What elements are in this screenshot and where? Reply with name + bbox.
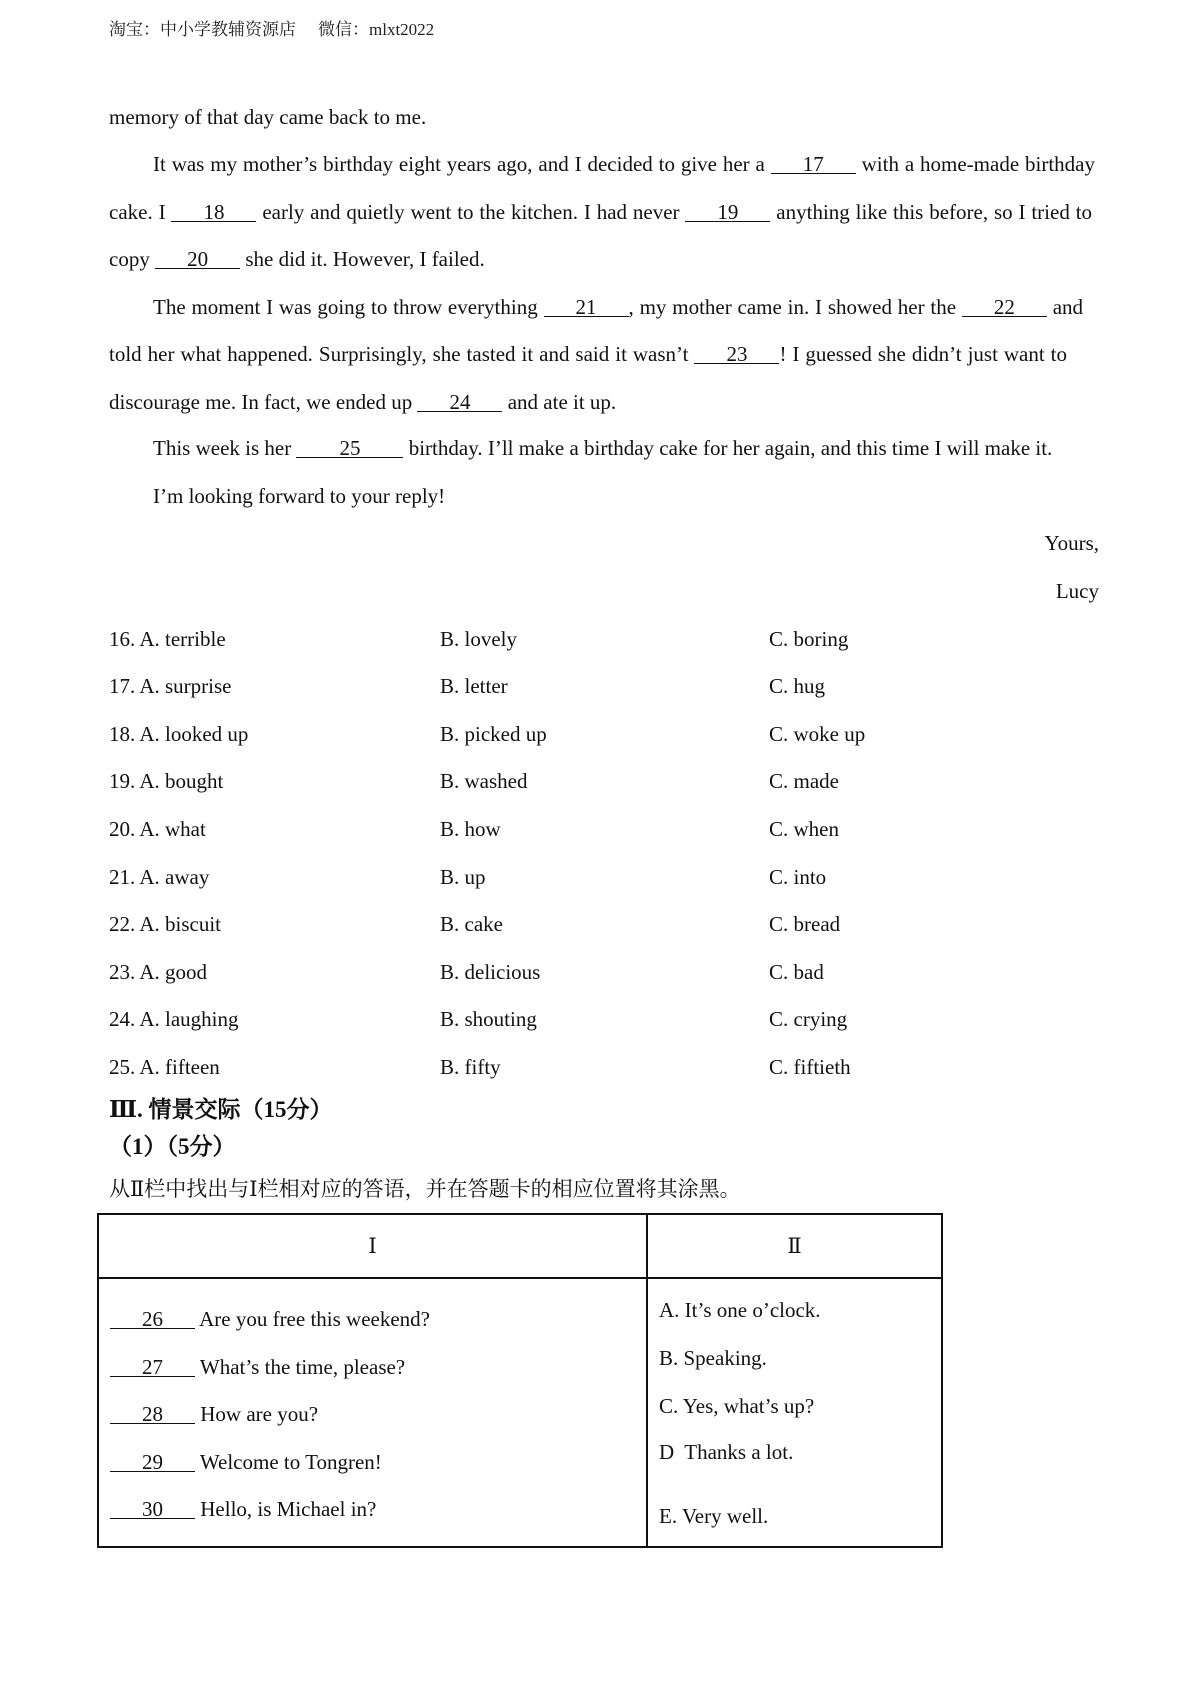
- passage-line: [109, 104, 426, 130]
- question-number: 21.: [109, 865, 136, 889]
- choice-option-c: C. bad: [769, 960, 824, 984]
- choice-row: [109, 959, 1069, 985]
- question-text: Hello, is Michael in?: [200, 1497, 377, 1521]
- option-a-text: A. looked up: [139, 722, 249, 746]
- choice-option-a: [109, 721, 248, 747]
- choice-option-c: C. boring: [769, 627, 849, 651]
- question-number: 25.: [109, 1055, 136, 1079]
- question-number: 20.: [109, 817, 136, 841]
- table-column-divider: [646, 1215, 648, 1546]
- option-a-text: A. biscuit: [139, 912, 222, 936]
- choice-option-b: B. washed: [440, 769, 528, 793]
- blank-25: 25: [296, 439, 403, 458]
- question-text: How are you?: [200, 1402, 319, 1426]
- choice-option-b: B. how: [440, 817, 501, 841]
- choice-row: [109, 816, 1069, 842]
- table-answer-option: E. Very well.: [659, 1504, 769, 1528]
- table-question-row: [110, 1449, 382, 1475]
- page-header: [109, 20, 434, 40]
- choice-option-c: C. fiftieth: [769, 1055, 851, 1079]
- passage-line: [153, 435, 1052, 461]
- choice-row: [109, 1054, 1069, 1080]
- question-number: 18.: [109, 722, 136, 746]
- question-number: 23.: [109, 960, 136, 984]
- passage-text: birthday. I’ll make a birthday cake for her again, and this time I will make it.: [408, 436, 1053, 460]
- choice-option-b: B. picked up: [440, 722, 547, 746]
- table-header-column-2: Ⅱ: [787, 1234, 802, 1258]
- choice-option-a: [109, 959, 207, 985]
- passage-line: [153, 151, 1095, 177]
- option-a-text: A. surprise: [139, 674, 232, 698]
- blank-23: 23: [694, 345, 779, 364]
- header-shop: 淘宝：中小学教辅资源店: [109, 20, 296, 39]
- blank-29: 29: [110, 1453, 195, 1472]
- blank-19: 19: [685, 203, 770, 222]
- question-number: 17.: [109, 674, 136, 698]
- table-question-row: [110, 1496, 376, 1522]
- choice-option-c: C. bread: [769, 912, 841, 936]
- choice-option-c: C. crying: [769, 1007, 848, 1031]
- option-a-text: A. fifteen: [139, 1055, 220, 1079]
- table-header-divider: [99, 1277, 941, 1279]
- option-a-text: A. good: [139, 960, 208, 984]
- section-part-title: （1）（5分）: [109, 1134, 236, 1159]
- blank-18: 18: [171, 203, 256, 222]
- table-answer-option: A. It’s one o’clock.: [659, 1298, 821, 1322]
- choice-row: [109, 626, 1069, 652]
- letter-signature: Lucy: [1055, 579, 1099, 603]
- choice-option-a: [109, 673, 232, 699]
- passage-line: [109, 246, 485, 272]
- blank-28: 28: [110, 1405, 195, 1424]
- passage-text: told her what happened. Surprisingly, she tasted it and said it wasn’t: [109, 342, 689, 366]
- passage-text: early and quietly went to the kitchen. I had never: [262, 200, 680, 224]
- question-text: What’s the time, please?: [199, 1355, 406, 1379]
- blank-20: 20: [155, 250, 240, 269]
- choice-option-b: B. cake: [440, 912, 503, 936]
- choice-option-b: B. lovely: [440, 627, 517, 651]
- choice-option-b: B. letter: [440, 674, 508, 698]
- passage-text: copy: [109, 247, 150, 271]
- passage-line: [153, 294, 1083, 320]
- letter-closing: Yours,: [1044, 531, 1099, 555]
- choice-option-a: [109, 768, 223, 794]
- passage-text: This week is her: [153, 436, 292, 460]
- option-a-text: A. away: [139, 865, 210, 889]
- passage-text: It was my mother’s birthday eight years ago, and I decided to give her a: [153, 152, 765, 176]
- question-text: Are you free this weekend?: [199, 1307, 430, 1331]
- passage-text: and ate it up.: [507, 390, 617, 414]
- choice-option-a: [109, 1006, 239, 1032]
- choice-row: [109, 768, 1069, 794]
- choice-option-a: [109, 816, 206, 842]
- choice-option-a: [109, 864, 209, 890]
- passage-text: with a home-made birthday: [861, 152, 1096, 176]
- table-question-row: [110, 1401, 318, 1427]
- passage-line: [109, 389, 616, 415]
- option-a-text: A. terrible: [139, 627, 226, 651]
- passage-line: [109, 199, 1092, 225]
- passage-text: ! I guessed she didn’t just want to: [779, 342, 1068, 366]
- option-a-text: A. bought: [139, 769, 224, 793]
- header-wechat: 微信：mlxt2022: [318, 20, 435, 39]
- table-question-row: [110, 1354, 405, 1380]
- table-question-row: [110, 1306, 430, 1332]
- passage-line: [109, 341, 1067, 367]
- table-answer-option: D Thanks a lot.: [659, 1440, 794, 1464]
- choice-option-c: C. into: [769, 865, 827, 889]
- choice-option-a: [109, 626, 226, 652]
- table-answer-option: C. Yes, what’s up?: [659, 1394, 815, 1418]
- choice-option-c: C. when: [769, 817, 839, 841]
- table-header-column-1: Ⅰ: [368, 1234, 377, 1258]
- choice-option-b: B. up: [440, 865, 486, 889]
- section-instruction: 从Ⅱ栏中找出与Ⅰ栏相对应的答语，并在答题卡的相应位置将其涂黑。: [109, 1177, 741, 1201]
- question-number: 24.: [109, 1007, 136, 1031]
- passage-text: and: [1052, 295, 1084, 319]
- passage-text: I’m looking forward to your reply!: [153, 484, 446, 508]
- passage-line: [153, 483, 445, 509]
- choice-option-a: [109, 1054, 220, 1080]
- choice-option-c: C. woke up: [769, 722, 866, 746]
- choice-option-b: B. delicious: [440, 960, 541, 984]
- option-a-text: A. what: [139, 817, 206, 841]
- passage-text: , my mother came in. I showed her the: [628, 295, 957, 319]
- passage-text: anything like this before, so I tried to: [776, 200, 1093, 224]
- choice-option-b: B. fifty: [440, 1055, 501, 1079]
- question-text: Welcome to Tongren!: [199, 1450, 382, 1474]
- matching-table: [97, 1213, 943, 1548]
- blank-24: 24: [417, 393, 502, 412]
- choice-row: [109, 673, 1069, 699]
- blank-21: 21: [544, 298, 629, 317]
- choice-row: [109, 721, 1069, 747]
- choice-option-a: [109, 911, 221, 937]
- passage-text: discourage me. In fact, we ended up: [109, 390, 413, 414]
- choice-option-c: C. hug: [769, 674, 826, 698]
- choice-option-c: C. made: [769, 769, 839, 793]
- blank-30: 30: [110, 1500, 195, 1519]
- passage-text: she did it. However, I failed.: [245, 247, 485, 271]
- question-number: 19.: [109, 769, 136, 793]
- passage-text: memory of that day came back to me.: [109, 105, 427, 129]
- section-title: Ⅲ. 情景交际（15分）: [109, 1097, 333, 1122]
- blank-22: 22: [962, 298, 1047, 317]
- table-answer-option: B. Speaking.: [659, 1346, 767, 1370]
- blank-17: 17: [771, 155, 856, 174]
- passage-text: The moment I was going to throw everything: [153, 295, 538, 319]
- blank-27: 27: [110, 1358, 195, 1377]
- question-number: 16.: [109, 627, 136, 651]
- choice-option-b: B. shouting: [440, 1007, 537, 1031]
- choice-row: [109, 864, 1069, 890]
- question-number: 22.: [109, 912, 136, 936]
- choice-row: [109, 1006, 1069, 1032]
- choice-row: [109, 911, 1069, 937]
- option-a-text: A. laughing: [139, 1007, 239, 1031]
- blank-26: 26: [110, 1310, 195, 1329]
- passage-text: cake. I: [109, 200, 166, 224]
